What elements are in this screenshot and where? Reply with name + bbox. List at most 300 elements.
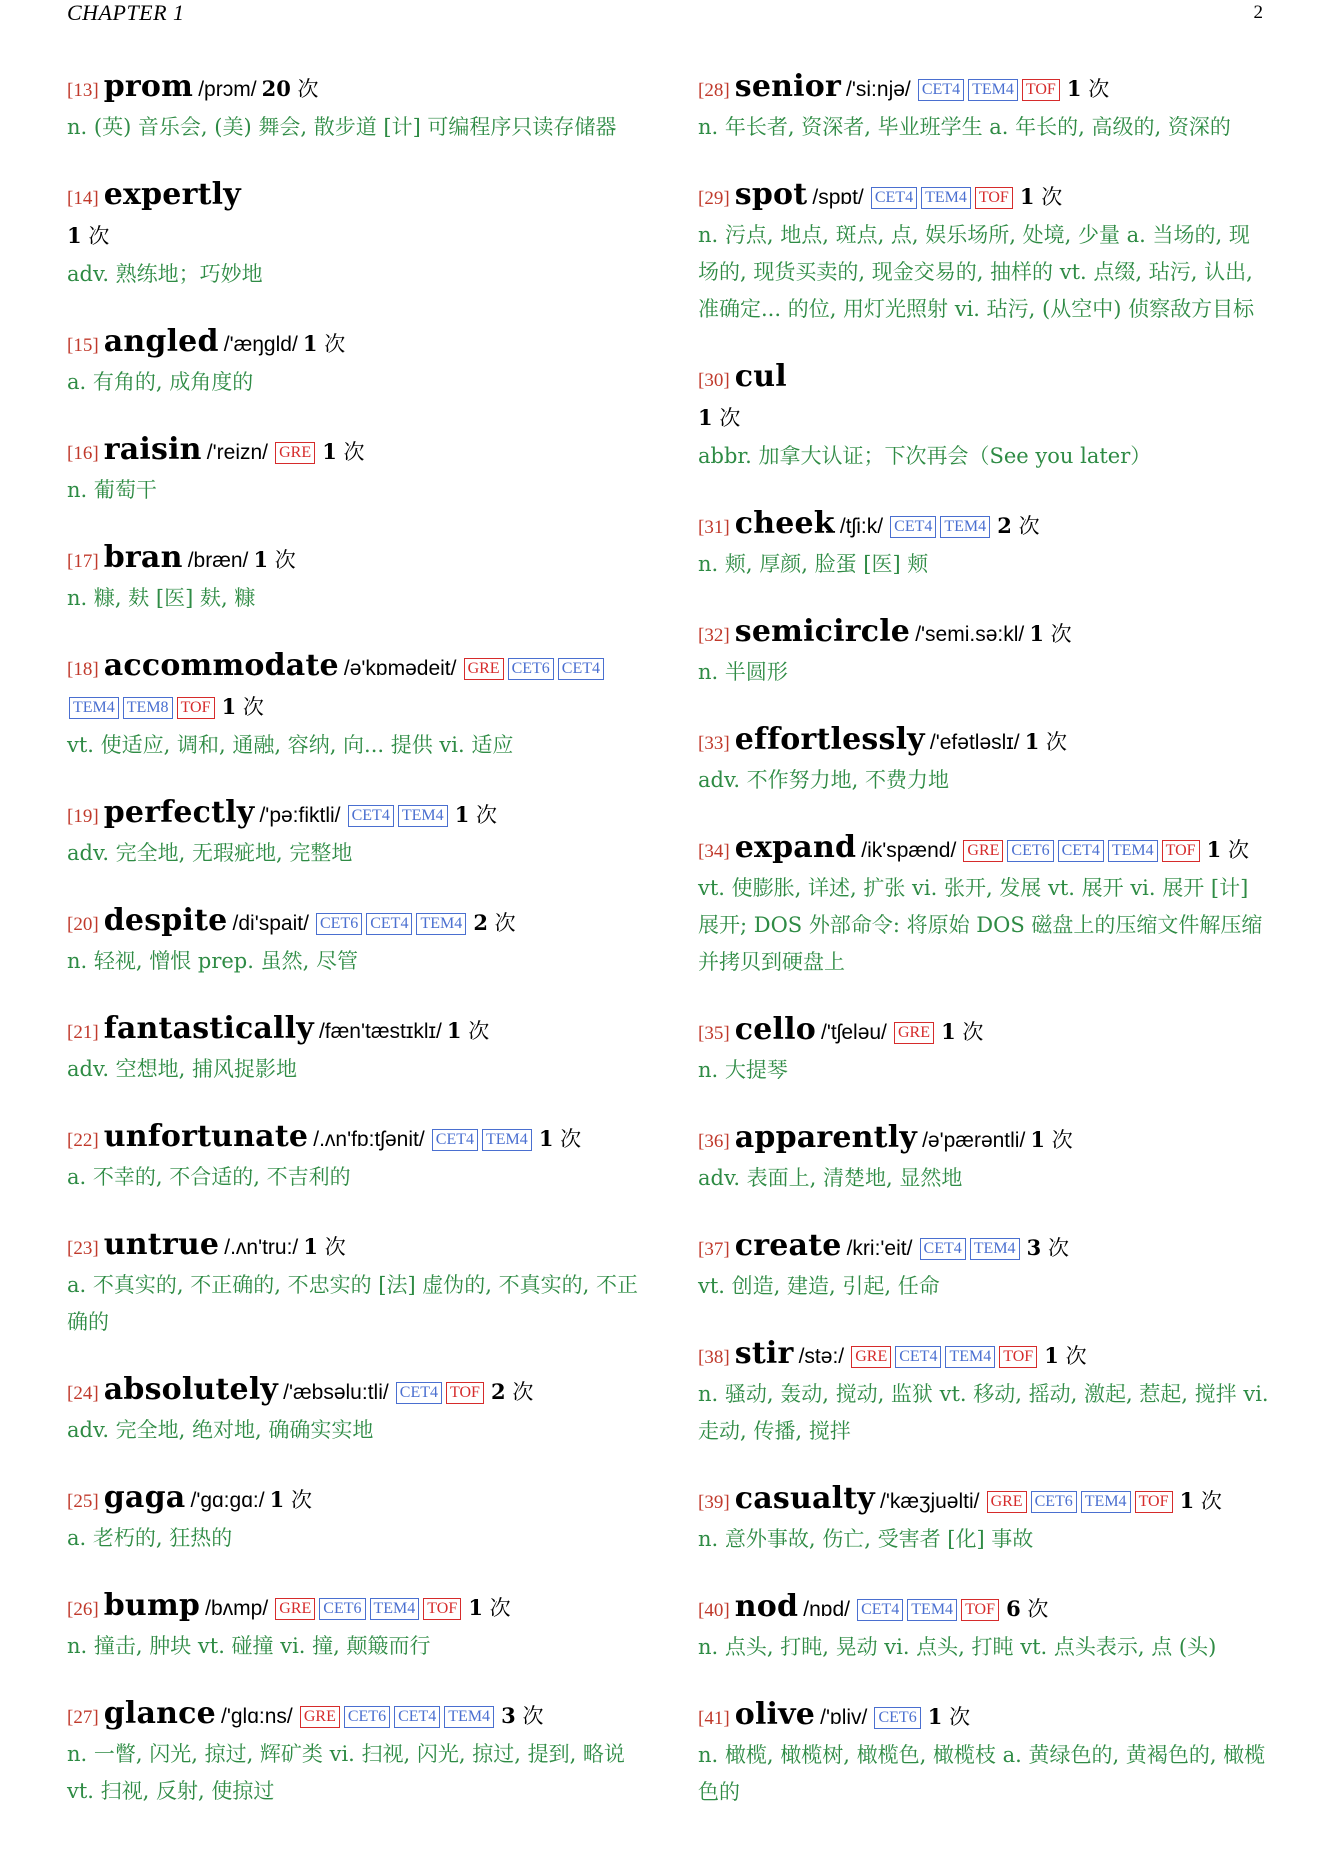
entry-word: bump [103, 1588, 201, 1623]
occurrence-count [455, 803, 497, 827]
vocab-entry [67, 176, 641, 293]
entry-definition: n. 点头, 打盹, 晃动 vi. 点头, 打盹 vt. 点头表示, 点 (头) [698, 1635, 1217, 1659]
entry-phonetic: /kri:'eit/ [846, 1237, 913, 1260]
count-number: 6 [1006, 1596, 1021, 1621]
exam-tag-tof: TOF [1135, 1491, 1173, 1513]
exam-tag-cet6: CET6 [344, 1706, 390, 1728]
entry-phonetic: /.ʌn'tru:/ [224, 1236, 299, 1259]
occurrence-count [222, 695, 264, 719]
exam-tag-tem4: TEM4 [921, 187, 971, 209]
vocab-entry [67, 431, 641, 509]
entry-phonetic: /stə:/ [798, 1345, 845, 1368]
vocab-entry [67, 1371, 641, 1449]
entry-definition: adv. 表面上, 清楚地, 显然地 [698, 1166, 963, 1190]
count-unit: 次 [88, 224, 110, 248]
exam-tag-cet6: CET6 [508, 658, 554, 680]
count-unit: 次 [560, 1127, 582, 1151]
entry-index: [28] [698, 80, 730, 101]
entry-index: [25] [67, 1491, 99, 1512]
occurrence-count [473, 911, 515, 935]
entry-word: accommodate [103, 648, 339, 683]
count-number: 1 [468, 1595, 483, 1620]
occurrence-count [1025, 730, 1067, 754]
vocab-entry [698, 1011, 1270, 1089]
vocab-entry [67, 1118, 641, 1196]
vocab-entry [67, 647, 641, 764]
vocab-entry [67, 1695, 641, 1810]
count-number: 1 [302, 331, 318, 356]
entry-phonetic: /'pə:fiktli/ [259, 804, 341, 827]
exam-tags [394, 1384, 486, 1403]
entry-index: [34] [698, 841, 730, 862]
entry-definition: n. 半圆形 [698, 660, 788, 684]
entry-phonetic: /'tʃeləu/ [821, 1021, 887, 1044]
exam-tag-tof: TOF [177, 697, 215, 719]
entry-definition: n. 年长者, 资深者, 毕业班学生 a. 年长的, 高级的, 资深的 [698, 115, 1231, 139]
entry-definition: adv. 完全地, 无瑕疵地, 完整地 [67, 841, 353, 865]
entry-word: bran [103, 540, 183, 575]
occurrence-count [303, 1235, 345, 1259]
entry-index: [23] [67, 1238, 99, 1259]
exam-tag-gre: GRE [894, 1022, 934, 1044]
entry-index: [32] [698, 625, 730, 646]
entry-phonetic: /bʌmp/ [205, 1597, 269, 1620]
chapter-title: CHAPTER 1 [67, 0, 185, 25]
entry-definition: a. 老朽的, 狂热的 [67, 1526, 233, 1550]
count-number: 1 [269, 1487, 285, 1512]
exam-tag-gre: GRE [987, 1491, 1027, 1513]
entry-phonetic: /ik'spænd/ [861, 839, 957, 862]
occurrence-count [491, 1380, 533, 1404]
count-unit: 次 [512, 1380, 534, 1404]
exam-tags [918, 1240, 1022, 1259]
entry-phonetic: /nɒd/ [803, 1598, 850, 1621]
count-number: 3 [501, 1703, 516, 1728]
vocab-entry [67, 1479, 641, 1557]
entry-word: senior [734, 69, 841, 104]
occurrence-count [698, 406, 740, 430]
count-number: 2 [491, 1379, 506, 1404]
entry-index: [20] [67, 914, 99, 935]
occurrence-count [1030, 1128, 1072, 1152]
entry-word: apparently [734, 1120, 917, 1155]
exam-tag-tof: TOF [1022, 79, 1060, 101]
vocab-entry [698, 358, 1270, 475]
count-number: 1 [1024, 729, 1040, 754]
exam-tags [273, 1600, 463, 1619]
entry-definition: n. 撞击, 肿块 vt. 碰撞 vi. 撞, 颠簸而行 [67, 1634, 431, 1658]
occurrence-count [262, 77, 319, 101]
exam-tag-tof: TOF [446, 1382, 484, 1404]
occurrence-count [1044, 1344, 1086, 1368]
count-unit: 次 [522, 1704, 544, 1728]
entry-word: olive [734, 1697, 816, 1732]
entry-phonetic: /.ʌn'fɒ:tʃənit/ [313, 1128, 425, 1151]
vocab-entry [67, 1010, 641, 1088]
count-unit: 次 [274, 548, 296, 572]
vocab-entry [698, 1119, 1270, 1197]
entry-index: [31] [698, 517, 730, 538]
entry-definition: adv. 不作努力地, 不费力地 [698, 768, 950, 792]
exam-tag-tof: TOF [975, 187, 1013, 209]
entry-index: [37] [698, 1239, 730, 1260]
occurrence-count [67, 224, 109, 248]
count-unit: 次 [1200, 1489, 1222, 1513]
exam-tag-gre: GRE [464, 658, 504, 680]
count-number: 1 [698, 405, 713, 430]
right-column [698, 68, 1270, 1841]
occurrence-count [1207, 838, 1249, 862]
exam-tags [916, 81, 1062, 100]
entry-word: unfortunate [103, 1119, 309, 1154]
entry-definition: n. 一瞥, 闪光, 掠过, 辉矿类 vi. 扫视, 闪光, 掠过, 提到, 略说 vt. 扫视, 反射, 使掠过 [67, 1742, 625, 1803]
entry-word: absolutely [103, 1372, 279, 1407]
count-unit: 次 [962, 1020, 984, 1044]
entry-phonetic: /fæn'tæstɪklɪ/ [318, 1020, 442, 1043]
exam-tag-gre: GRE [275, 1598, 315, 1620]
count-number: 1 [303, 1234, 318, 1259]
vocab-entry [698, 1227, 1270, 1305]
entry-definition: n. 橄榄, 橄榄树, 橄榄色, 橄榄枝 a. 黄绿色的, 黄褐色的, 橄榄色的 [698, 1743, 1266, 1804]
vocab-entry [698, 1588, 1270, 1666]
occurrence-count [1027, 1236, 1069, 1260]
count-number: 1 [322, 439, 337, 464]
vocab-entry [698, 613, 1270, 691]
vocab-entry [67, 794, 641, 872]
vocab-entry [698, 1696, 1270, 1811]
entry-word: spot [734, 177, 808, 212]
vocab-entry [698, 176, 1270, 328]
entry-word: nod [734, 1589, 799, 1624]
entry-index: [38] [698, 1347, 730, 1368]
entry-index: [30] [698, 370, 730, 391]
exam-tag-cet4: CET4 [890, 516, 936, 538]
entry-definition: n. 骚动, 轰动, 搅动, 监狱 vt. 移动, 摇动, 激起, 惹起, 搅拌 vi. 走动, 传播, 搅拌 [698, 1382, 1269, 1443]
exam-tag-cet4: CET4 [432, 1129, 478, 1151]
vocab-entry [698, 721, 1270, 799]
exam-tags [985, 1493, 1175, 1512]
entry-index: [21] [67, 1022, 99, 1043]
count-number: 1 [67, 223, 82, 248]
entry-definition: n. 葡萄干 [67, 478, 157, 502]
entry-index: [19] [67, 806, 99, 827]
exam-tag-cet4: CET4 [366, 913, 412, 935]
exam-tag-tem4: TEM4 [945, 1346, 995, 1368]
exam-tag-cet4: CET4 [396, 1382, 442, 1404]
entry-word: semicircle [734, 614, 911, 649]
entry-word: perfectly [103, 795, 255, 830]
exam-tags [892, 1024, 936, 1043]
entry-word: expertly [103, 177, 241, 212]
count-number: 1 [1179, 1488, 1195, 1513]
entry-index: [36] [698, 1131, 730, 1152]
count-unit: 次 [343, 440, 365, 464]
entry-definition: n. 大提琴 [698, 1058, 788, 1082]
count-number: 1 [1066, 76, 1082, 101]
entry-phonetic: /ə'pærəntli/ [922, 1129, 1026, 1152]
entry-index: [35] [698, 1023, 730, 1044]
exam-tag-cet6: CET6 [319, 1598, 365, 1620]
entry-index: [24] [67, 1383, 99, 1404]
vocab-entry [67, 902, 641, 980]
occurrence-count [468, 1596, 510, 1620]
occurrence-count [539, 1127, 581, 1151]
entry-definition: n. 颊, 厚颜, 脸蛋 [医] 颊 [698, 552, 929, 576]
entry-index: [18] [67, 659, 99, 680]
count-unit: 次 [290, 1488, 312, 1512]
count-number: 1 [221, 694, 237, 719]
count-unit: 次 [324, 1235, 346, 1259]
entry-index: [13] [67, 80, 99, 101]
entry-index: [26] [67, 1599, 99, 1620]
entry-definition: n. 意外事故, 伤亡, 受害者 [化] 事故 [698, 1527, 1034, 1551]
entry-phonetic: /'kæʒjuəlti/ [879, 1490, 980, 1513]
entry-definition: abbr. 加拿大认证；下次再会（See you later） [698, 444, 1152, 468]
occurrence-count [1006, 1597, 1048, 1621]
entry-definition: vt. 创造, 建造, 引起, 任命 [698, 1274, 940, 1298]
count-unit: 次 [1046, 730, 1068, 754]
exam-tags [273, 444, 317, 463]
count-unit: 次 [1065, 1344, 1087, 1368]
exam-tag-tem4: TEM4 [482, 1129, 532, 1151]
exam-tag-gre: GRE [963, 840, 1003, 862]
occurrence-count [501, 1704, 543, 1728]
entry-definition: a. 有角的, 成角度的 [67, 370, 254, 394]
exam-tag-cet4: CET4 [920, 1238, 966, 1260]
entry-word: expand [734, 830, 857, 865]
exam-tag-tof: TOF [999, 1346, 1037, 1368]
exam-tags [888, 518, 992, 537]
entry-index: [27] [67, 1707, 99, 1728]
exam-tag-cet4: CET4 [871, 187, 917, 209]
exam-tag-tem4: TEM4 [370, 1598, 420, 1620]
occurrence-count [1180, 1489, 1222, 1513]
exam-tags [430, 1131, 534, 1150]
count-unit: 次 [1041, 185, 1063, 209]
entry-phonetic: /'reizn/ [206, 441, 268, 464]
entry-phonetic: /'æŋgld/ [223, 333, 298, 356]
entry-phonetic: /bræn/ [187, 549, 249, 572]
exam-tags [346, 807, 450, 826]
entry-word: cheek [734, 506, 835, 541]
exam-tag-tem4: TEM4 [1108, 840, 1158, 862]
vocab-entry [67, 1226, 641, 1341]
occurrence-count [253, 548, 295, 572]
entry-phonetic: /ə'kɒmədeit/ [343, 657, 457, 680]
count-unit: 次 [1227, 838, 1249, 862]
count-unit: 次 [1047, 1236, 1069, 1260]
entry-phonetic: /'ɒliv/ [820, 1706, 868, 1729]
entry-phonetic: /'glɑ:ns/ [221, 1705, 293, 1728]
exam-tag-cet6: CET6 [316, 913, 362, 935]
count-unit: 次 [1027, 1597, 1049, 1621]
vocab-entry [698, 1480, 1270, 1558]
exam-tag-tem4: TEM4 [398, 805, 448, 827]
entry-word: despite [103, 903, 228, 938]
entry-index: [33] [698, 733, 730, 754]
count-unit: 次 [1051, 1128, 1073, 1152]
exam-tag-tem4: TEM4 [940, 516, 990, 538]
exam-tag-cet6: CET6 [1031, 1491, 1077, 1513]
entry-index: [22] [67, 1130, 99, 1151]
entry-word: casualty [734, 1481, 875, 1516]
exam-tag-tem4: TEM4 [416, 913, 466, 935]
entry-definition: n. 糠, 麸 [医] 麸, 糠 [67, 586, 256, 610]
count-number: 1 [1029, 621, 1044, 646]
entry-definition: n. (英) 音乐会, (美) 舞会, 散步道 [计] 可编程序只读存储器 [67, 115, 617, 139]
count-number: 1 [941, 1019, 956, 1044]
count-number: 3 [1026, 1235, 1042, 1260]
exam-tag-tem4: TEM4 [444, 1706, 494, 1728]
page-number: 2 [1253, 2, 1263, 23]
entry-definition: vt. 使膨胀, 详述, 扩张 vi. 张开, 发展 vt. 展开 vi. 展开 [计] 展开; DOS 外部命令: 将原始 DOS 磁盘上的压缩文件解压缩并拷贝到硬盘上 [698, 876, 1263, 974]
exam-tag-cet4: CET4 [558, 658, 604, 680]
occurrence-count [997, 514, 1039, 538]
exam-tag-gre: GRE [300, 1706, 340, 1728]
exam-tags [869, 189, 1015, 208]
exam-tag-tem4: TEM4 [970, 1238, 1020, 1260]
count-unit: 次 [489, 1596, 511, 1620]
occurrence-count [941, 1020, 983, 1044]
entry-word: untrue [103, 1227, 220, 1262]
occurrence-count [447, 1019, 489, 1043]
entry-index: [40] [698, 1600, 730, 1621]
occurrence-count [1020, 185, 1062, 209]
exam-tag-tem4: TEM4 [907, 1599, 957, 1621]
exam-tag-tof: TOF [961, 1599, 999, 1621]
count-unit: 次 [468, 1019, 490, 1043]
exam-tag-tem4: TEM4 [69, 697, 119, 719]
count-unit: 次 [476, 803, 498, 827]
exam-tag-cet4: CET4 [857, 1599, 903, 1621]
occurrence-count [270, 1488, 312, 1512]
exam-tags [872, 1709, 922, 1728]
exam-tags [961, 842, 1201, 861]
entry-word: gaga [103, 1480, 186, 1515]
entry-index: [14] [67, 188, 99, 209]
count-unit: 次 [297, 77, 319, 101]
exam-tag-gre: GRE [851, 1346, 891, 1368]
count-number: 2 [997, 513, 1012, 538]
entry-definition: a. 不幸的, 不合适的, 不吉利的 [67, 1165, 351, 1189]
count-unit: 次 [1018, 514, 1040, 538]
vocab-entry [67, 1587, 641, 1665]
exam-tag-tem8: TEM8 [123, 697, 173, 719]
occurrence-count [322, 440, 364, 464]
exam-tags [855, 1601, 1001, 1620]
exam-tags [314, 915, 468, 934]
count-number: 1 [253, 547, 269, 572]
entry-phonetic: /tʃi:k/ [839, 515, 884, 538]
count-number: 1 [927, 1704, 943, 1729]
count-number: 1 [454, 802, 470, 827]
entry-word: create [734, 1228, 842, 1263]
vocab-entry [698, 505, 1270, 583]
entry-definition: n. 污点, 地点, 斑点, 点, 娱乐场所, 处境, 少量 a. 当场的, 现场的, 现货买卖的, 现金交易的, 抽样的 vt. 点缀, 玷污, 认出, 准确定... 的位, 用灯光照射 vi. 玷污, (从空中) 侦察敌方目标 [698, 223, 1255, 321]
count-unit: 次 [1088, 77, 1110, 101]
count-unit: 次 [242, 695, 264, 719]
count-number: 1 [1206, 837, 1222, 862]
entry-phonetic: /'si:njə/ [846, 78, 911, 101]
entry-word: fantastically [103, 1011, 314, 1046]
exam-tag-gre: GRE [275, 442, 315, 464]
entry-word: cello [734, 1012, 816, 1047]
page-header [67, 0, 1263, 30]
exam-tag-tem4: TEM4 [968, 79, 1018, 101]
entry-definition: vt. 使适应, 调和, 通融, 容纳, 向... 提供 vi. 适应 [67, 733, 514, 757]
count-unit: 次 [1050, 622, 1072, 646]
count-unit: 次 [949, 1705, 971, 1729]
count-number: 1 [1030, 1127, 1046, 1152]
entry-phonetic: /'semi.sə:kl/ [915, 623, 1025, 646]
entry-word: angled [103, 324, 219, 359]
count-number: 1 [446, 1018, 462, 1043]
exam-tag-cet4: CET4 [1058, 840, 1104, 862]
occurrence-count [928, 1705, 970, 1729]
vocab-entry [698, 68, 1270, 146]
entry-phonetic: /di'spait/ [232, 912, 309, 935]
left-column [67, 68, 641, 1840]
exam-tag-cet4: CET4 [394, 1706, 440, 1728]
count-unit: 次 [324, 332, 346, 356]
entry-phonetic: /'æbsəlu:tli/ [283, 1381, 389, 1404]
vocab-entry [698, 829, 1270, 981]
entry-word: raisin [103, 432, 202, 467]
entry-phonetic: /prɔm/ [198, 78, 257, 101]
exam-tag-cet4: CET4 [348, 805, 394, 827]
entry-index: [16] [67, 443, 99, 464]
entry-definition: adv. 完全地, 绝对地, 确确实实地 [67, 1418, 374, 1442]
vocab-entry [67, 539, 641, 617]
count-number: 2 [473, 910, 488, 935]
entry-definition: adv. 空想地, 捕风捉影地 [67, 1057, 298, 1081]
exam-tags [298, 1708, 496, 1727]
entry-index: [29] [698, 188, 730, 209]
entry-definition: n. 轻视, 憎恨 prep. 虽然, 尽管 [67, 949, 358, 973]
vocab-entry [67, 68, 641, 146]
exam-tag-cet4: CET4 [918, 79, 964, 101]
entry-word: effortlessly [734, 722, 925, 757]
entry-index: [15] [67, 335, 99, 356]
exam-tag-cet4: CET4 [895, 1346, 941, 1368]
exam-tag-tof: TOF [423, 1598, 461, 1620]
vocab-entry [67, 323, 641, 401]
entry-word: glance [103, 1696, 216, 1731]
occurrence-count [303, 332, 345, 356]
entry-index: [17] [67, 551, 99, 572]
count-unit: 次 [719, 406, 741, 430]
count-number: 1 [1044, 1343, 1059, 1368]
count-number: 1 [1019, 184, 1035, 209]
entry-phonetic: /'efətləslɪ/ [929, 731, 1020, 754]
count-number: 20 [261, 76, 291, 101]
count-unit: 次 [494, 911, 516, 935]
exam-tag-tem4: TEM4 [1081, 1491, 1131, 1513]
occurrence-count [1067, 77, 1109, 101]
entry-index: [39] [698, 1492, 730, 1513]
entry-phonetic: /'gɑ:gɑ:/ [190, 1489, 265, 1512]
vocab-entry [698, 1335, 1270, 1450]
entry-phonetic: /spɒt/ [812, 186, 864, 209]
entry-word: prom [103, 69, 194, 104]
occurrence-count [1029, 622, 1071, 646]
count-number: 1 [538, 1126, 554, 1151]
entry-definition: a. 不真实的, 不正确的, 不忠实的 [法] 虚伪的, 不真实的, 不正确的 [67, 1273, 639, 1334]
entry-index: [41] [698, 1708, 730, 1729]
entry-word: cul [734, 359, 787, 394]
exam-tag-tof: TOF [1162, 840, 1200, 862]
entry-definition: adv. 熟练地；巧妙地 [67, 262, 263, 286]
